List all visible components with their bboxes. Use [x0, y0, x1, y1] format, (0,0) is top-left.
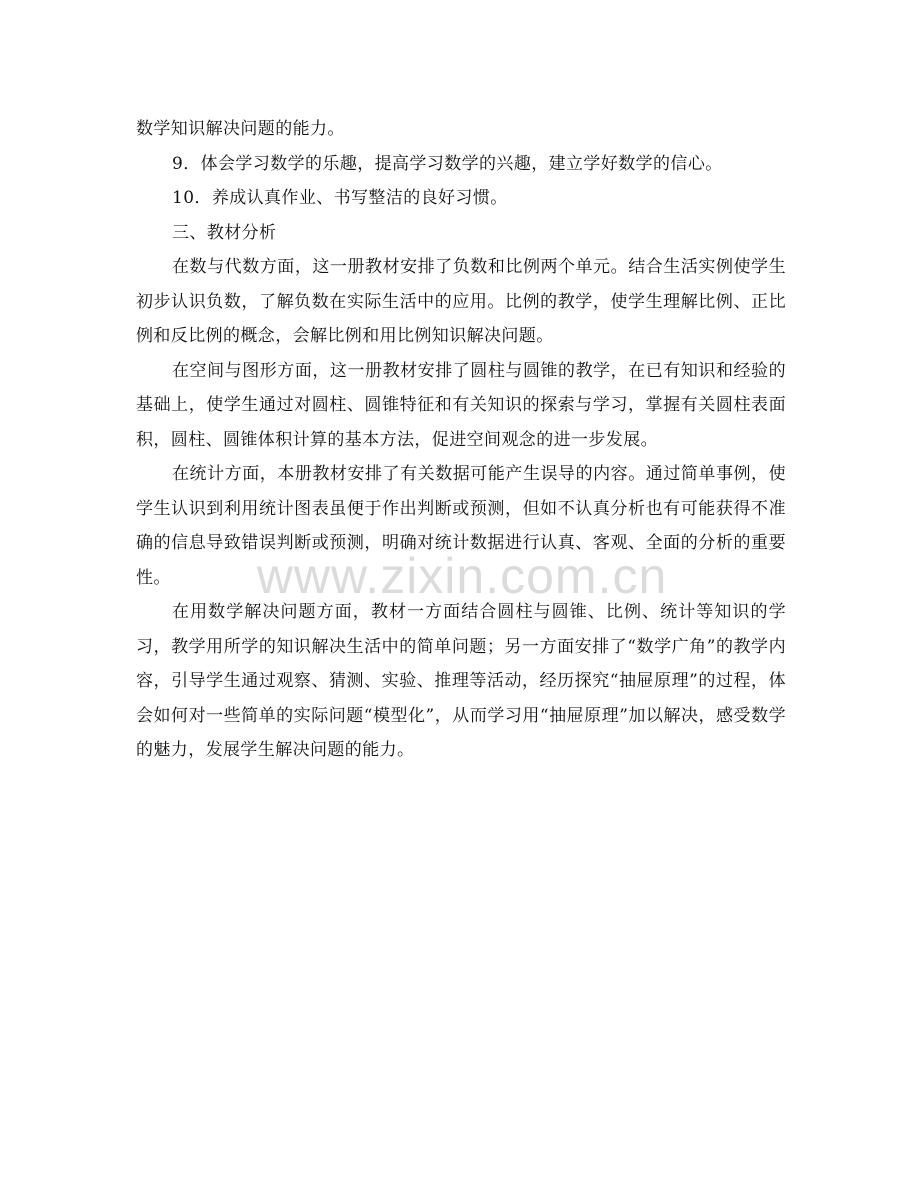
paragraph-number-algebra: 在数与代数方面，这一册教材安排了负数和比例两个单元。结合生活实例使学生初步认识负数，了解负数在实际生活中的应用。比例的教学，使学生理解比例、正比例和反比例的概念，会解比例和用比例知识解决问题。: [136, 257, 786, 346]
watermark-text: www.zixin.com.cn: [256, 548, 668, 604]
paragraph-problem-solving: 在用数学解决问题方面，教材一方面结合圆柱与圆锥、比例、统计等知识的学习，教学用所学的知识解决生活中的简单问题；另一方面安排了“数学广角”的教学内容，引导学生通过观察、猜测、实验、推理等活动，经历探究“抽屉原理”的过程，体会如何对一些简单的实际问题“模型化”，从而学习用“抽屉原理”加以解决，感受数学的魅力，发展学生解决问题的能力。: [136, 602, 786, 760]
paragraph-space-geometry: 在空间与图形方面，这一册教材安排了圆柱与圆锥的教学，在已有知识和经验的基础上，使学生通过对圆柱、圆锥特征和有关知识的探索与学习，掌握有关圆柱表面积，圆柱、圆锥体积计算的基本方法，促进空间观念的进一步发展。: [136, 360, 786, 450]
list-item-9: 9．体会学习数学的乐趣，提高学习数学的兴趣，建立学好数学的信心。: [172, 153, 723, 174]
paragraph-continuation: 数学知识解决问题的能力。: [136, 119, 345, 139]
document-body: [136, 112, 786, 768]
list-item-10: 10．养成认真作业、书写整洁的良好习惯。: [172, 188, 508, 208]
paragraph-statistics: 在统计方面，本册教材安排了有关数据可能产生误导的内容。通过简单事例，使学生认识到利用统计图表虽便于作出判断或预测，但如不认真分析也有可能获得不准确的信息导致错误判断或预测，明确对统计数据进行认真、客观、全面的分析的重要性。: [136, 464, 786, 588]
section-heading: 三、教材分析: [172, 222, 277, 243]
